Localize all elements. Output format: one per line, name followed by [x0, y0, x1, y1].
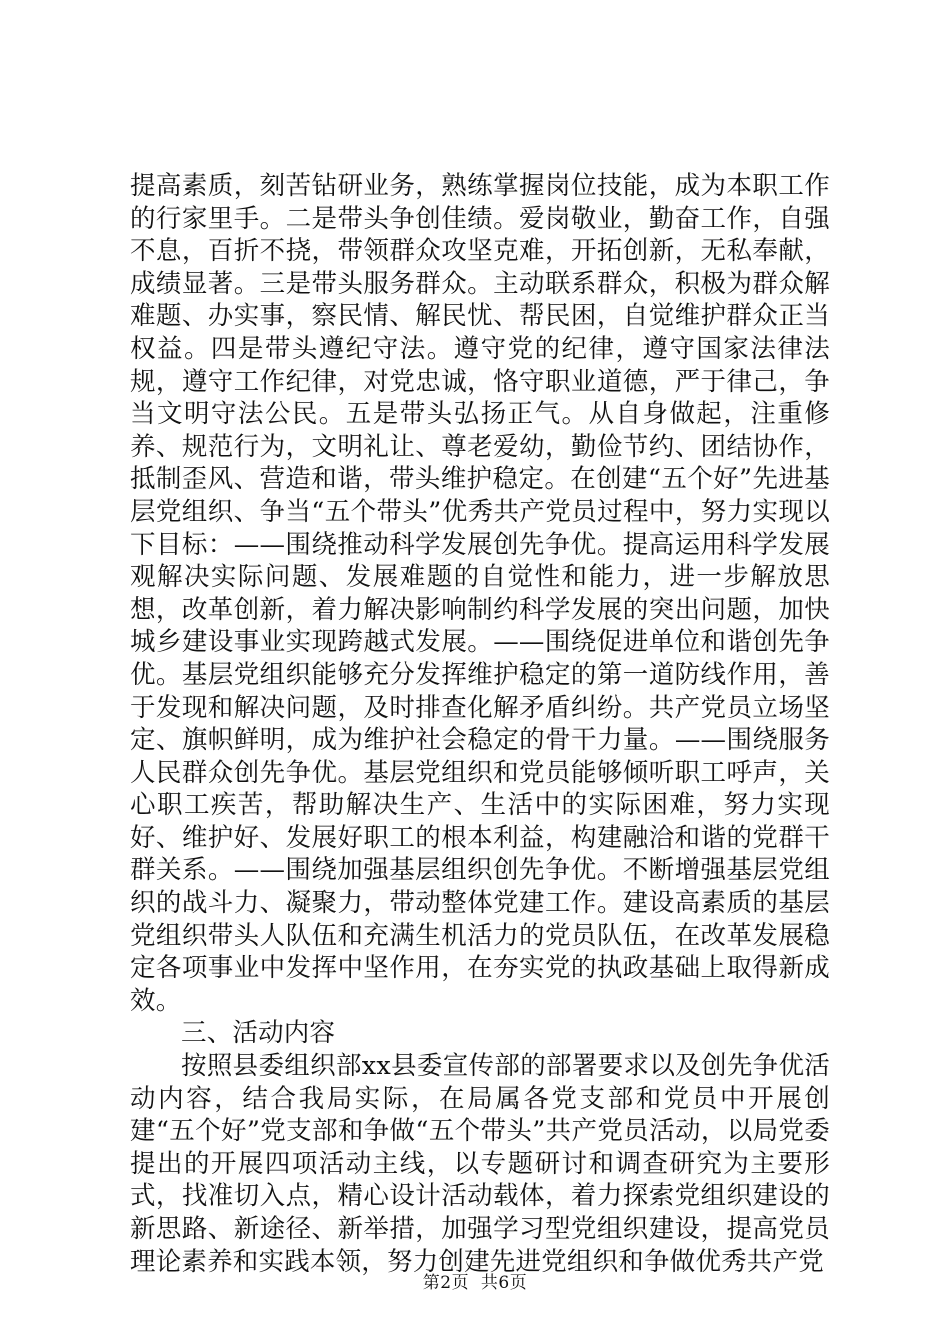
section-heading: 三、活动内容 — [181, 1018, 336, 1049]
paragraph-continued: 提高素质，刻苦钻研业务，熟练掌握岗位技能，成为本职工作的行家里手。二是带头争创佳绩。爱岗敬业，勤奋工作，自强不息，百折不挠，带领群众攻坚克难，开拓创新，无私奉献，成绩显著。三是带头服务群众。主动联系群众，积极为群众解难题、办实事，察民情、解民忧、帮民困，自觉维护群众正当权益。四是带头遵纪守法。遵守党的纪律，遵守国家法律法规，遵守工作纪律，对党忠诚，恪守职业道德，严于律己，争当文明守法公民。五是带头弘扬正气。从自身做起，注重修养、规范行为，文明礼让、尊老爱幼，勤俭节约、团结协作，抵制歪风、营造和谐，带头维护稳定。在创建“五个好”先进基层党组织、争当“五个带头”优秀共产党员过程中，努力实现以下目标：——围绕推动科学发展创先争优。提高运用科学发展观解决实际问题、发展难题的自觉性和能力，进一步解放思想，改革创新，着力解决影响制约科学发展的突出问题，加快城乡建设事业实现跨越式发展。——围绕促进单位和谐创先争优。基层党组织能够充分发挥维护稳定的第一道防线作用，善于发现和解决问题，及时排查化解矛盾纠纷。共产党员立场坚定、旗帜鲜明，成为维护社会稳定的骨干力量。——围绕服务人民群众创先争优。基层党组织和党员能够倾听职工呼声，关心职工疾苦，帮助解决生产、生活中的实际困难，努力实现好、维护好、发展好职工的根本利益，构建融洽和谐的党群干群关系。——围绕加强基层组织创先争优。不断增强基层党组织的战斗力、凝聚力，带动整体党建工作。建设高素质的基层党组织带头人队伍和充满生机活力的党员队伍，在改革发展稳定各项事业中发挥中坚作用，在夯实党的执政基础上取得新成效。 — [130, 171, 830, 1016]
footer-spacer — [469, 1273, 481, 1293]
page-number-current: 第2页 — [422, 1273, 470, 1293]
paragraph-section3: 按照县委组织部xx县委宣传部的部署要求以及创先争优活动内容，结合我局实际，在局属各党支部和党员中开展创建“五个好”党支部和争做“五个带头”共产党员活动，以局党委提出的开展四项活动主线，以专题研讨和调查研究为主要形式，找准切入点，精心设计活动载体，着力探索党组织建设的新思路、新途径、新举措，加强学习型党组织建设，提高党员理论素养和实践本领，努力创建先进党组织和争做优秀共产党 — [130, 1051, 830, 1277]
page-number-total: 共6页 — [480, 1273, 528, 1293]
page-footer — [0, 1268, 950, 1293]
document-body — [130, 170, 830, 1278]
